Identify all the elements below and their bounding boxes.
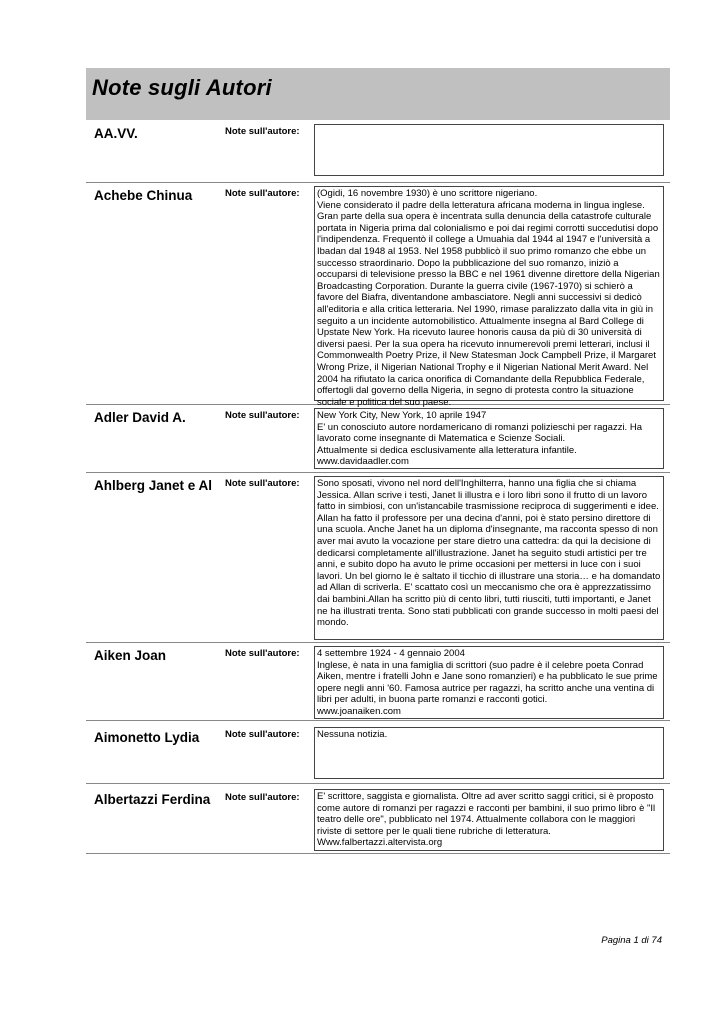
author-name: Aiken Joan [94,648,167,663]
author-name: Achebe Chinua [94,188,193,203]
author-entry [86,404,670,473]
author-note: (Ogidi, 16 novembre 1930) è uno scrittore nigeriano. Viene considerato il padre della letteratura africana moderna in lingua inglese. Gran parte della sua opera è incentrata sulla denuncia della catastrofe culturale portata in Nigeria prima dal colonialismo e poi dai regimi corrotti succedutisi dopo l'indipendenza. Frequentò il college a Umuahia dal 1944 al 1947 e l'università a Ibadan dal 1948 al 1953. Nel 1958 pubblicò il suo primo romanzo che ebbe un successo straordinario. Dopo la pubblicazione del suo romanzo, iniziò a occuparsi di televisione presso la BBC e nel 1961 divenne direttore della Nigerian Broadcasting Corporation. Durante la guerra civile (1967-1970) si schierò a favore del Biafra, diventandone ambasciatore. Negli anni successivi si dedicò all'editoria e alla critica letteraria. Nel 1990, rimase paralizzato dalla vita in giù in seguito a un incidente automobilistico. Attualmente insegna al Bard College di Upstate New York. Ha ricevuto lauree honoris causa da più di 30 università di diversi paesi. Per la sua opera ha ricevuto innumerevoli premi letterari, inclusi il Commonwealth Poetry Prize, il New Statesman Jock Campbell Prize, il Margaret Wrong Prize, il Nigerian National Trophy e il Nigerian National Merit Award. Nel 2004 ha rifiutato la carica onorifica di Comandante della Repubblica Federale, offertogli dal governo della Nigeria, in segno di protesta contro la situazione sociale e politica del suo paese. [314,186,664,401]
author-entry [86,720,670,784]
note-label: Note sull'autore: [225,126,300,137]
author-note [314,124,664,176]
author-entry [86,642,670,721]
author-name: Aimonetto Lydia [94,730,200,745]
author-name: Albertazzi Ferdina [94,792,211,807]
author-note: New York City, New York, 10 aprile 1947 E' un conosciuto autore nordamericano di romanzi polizieschi per ragazzi. Ha lavorato come insegnante di Matematica e Scienze Sociali. Attualmente si dedica esclusivamente alla letteratura infantile. www.davidaadler.com [314,408,664,469]
page-title: Note sugli Autori [92,75,272,100]
note-label: Note sull'autore: [225,410,300,421]
author-note: E' scrittore, saggista e giornalista. Oltre ad aver scritto saggi critici, si è proposto come autore di romanzi per ragazzi e racconti per bambini, il suo primo libro è "Il teatro delle ore", pubblicato nel 1974. Attualmente collabora con le maggiori riviste di settore per le quali tiene rubriche di letteratura. Www.falbertazzi.altervista.org [314,789,664,851]
author-name: AA.VV. [94,126,138,141]
note-label: Note sull'autore: [225,188,300,199]
note-label: Note sull'autore: [225,648,300,659]
author-entry [86,783,670,854]
author-note: Sono sposati, vivono nel nord dell'Inghilterra, hanno una figlia che si chiama Jessica. Allan scrive i testi, Janet li illustra e i loro libri sono il frutto di un lavoro fatto in simbiosi, con un'istancabile trasmissione reciproca di suggerimenti e idee. Allan ha fatto il professore per una decina d'anni, poi è stato persino direttore di una scuola. Anche Janet ha un diploma d'insegnante, ma racconta spesso di non aver mai avuto la vocazione per stare dietro una cattedra: da qui la decisione di dedicarsi completamente all'illustrazione. Janet ha seguito studi artistici per tre anni, e subito dopo ha avuto le prime occasioni per mettersi in luce con i suoi lavori. Un bel giorno le è saltato il ticchio di illustrare una storia… e ha domandato ad Allan di scriverla. E' scattato così un meccanismo che ora è apprezzatissimo dai bambini.Allan ha scritto più di cento libri, tutti riusciti, tutti importanti, e Janet ne ha illustrati trenta. Sono stati pubblicati con grande successo in molti paesi del mondo. [314,476,664,640]
author-name: Adler David A. [94,410,186,425]
author-name: Ahlberg Janet e Al [94,478,213,493]
author-entry [86,120,670,183]
note-label: Note sull'autore: [225,792,300,803]
author-note: Nessuna notizia. [314,727,664,779]
note-label: Note sull'autore: [225,478,300,489]
note-label: Note sull'autore: [225,729,300,740]
page-number: Pagina 1 di 74 [601,935,662,946]
author-entry [86,182,670,408]
page-header [86,68,670,120]
author-note: 4 settembre 1924 - 4 gennaio 2004 Inglese, è nata in una famiglia di scrittori (suo padre è il celebre poeta Conrad Aiken, mentre i fratelli John e Jane sono romanzieri) e ha pubblicato le sue prime opere negli anni '60. Famosa autrice per ragazzi, ha scritto anche una ventina di libri per adulti, in buona parte romanzi e racconti gotici. www.joanaiken.com [314,646,664,719]
author-entry [86,472,670,643]
